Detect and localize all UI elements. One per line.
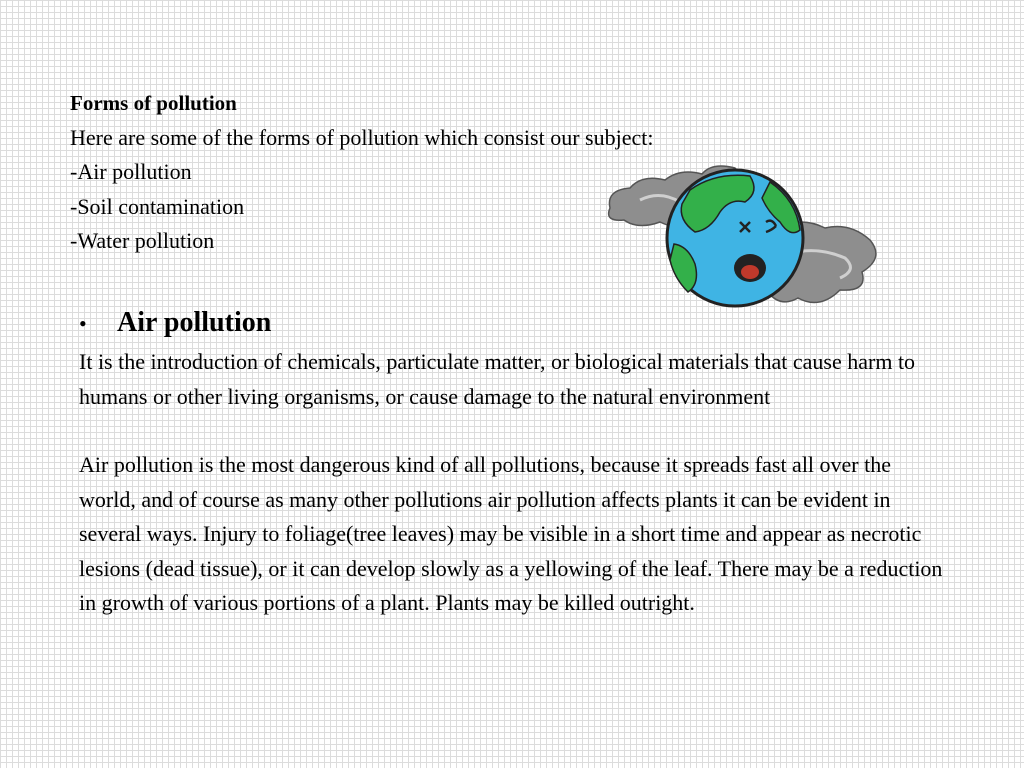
earth-globe <box>667 170 803 306</box>
intro-text: Here are some of the forms of pollution which consist our subject: <box>70 124 654 150</box>
intro-item-air: -Air pollution <box>70 159 192 184</box>
intro-title: Forms of pollution <box>70 91 237 115</box>
intro-item-water: -Water pollution <box>70 228 215 253</box>
polluted-earth-illustration <box>600 160 885 320</box>
intro-item-soil: -Soil contamination <box>70 193 245 219</box>
paragraph-spacer <box>79 414 949 448</box>
bullet-icon: • <box>79 311 87 336</box>
section-heading: Air pollution <box>117 307 272 338</box>
definition-paragraph: It is the introduction of chemicals, particulate matter, or biological materials that cause harm to humans or other living organisms, or cause damage to the natural environment <box>79 349 916 409</box>
section-heading-row <box>79 307 949 345</box>
description-paragraph: Air pollution is the most dangerous kind of all pollutions, because it spreads fast all over the world, and of course as many other pollutions air pollution affects plants it can be evident in several ways. Injury to foliage(tree leaves) may be visible in a short time and appear as necrotic lesions (dead tissue), or it can develop slowly as a yellowing of the leaf. There may be a reduction in growth of various portions of a plant. Plants may be killed outright. <box>79 452 943 615</box>
air-pollution-section <box>79 307 949 621</box>
